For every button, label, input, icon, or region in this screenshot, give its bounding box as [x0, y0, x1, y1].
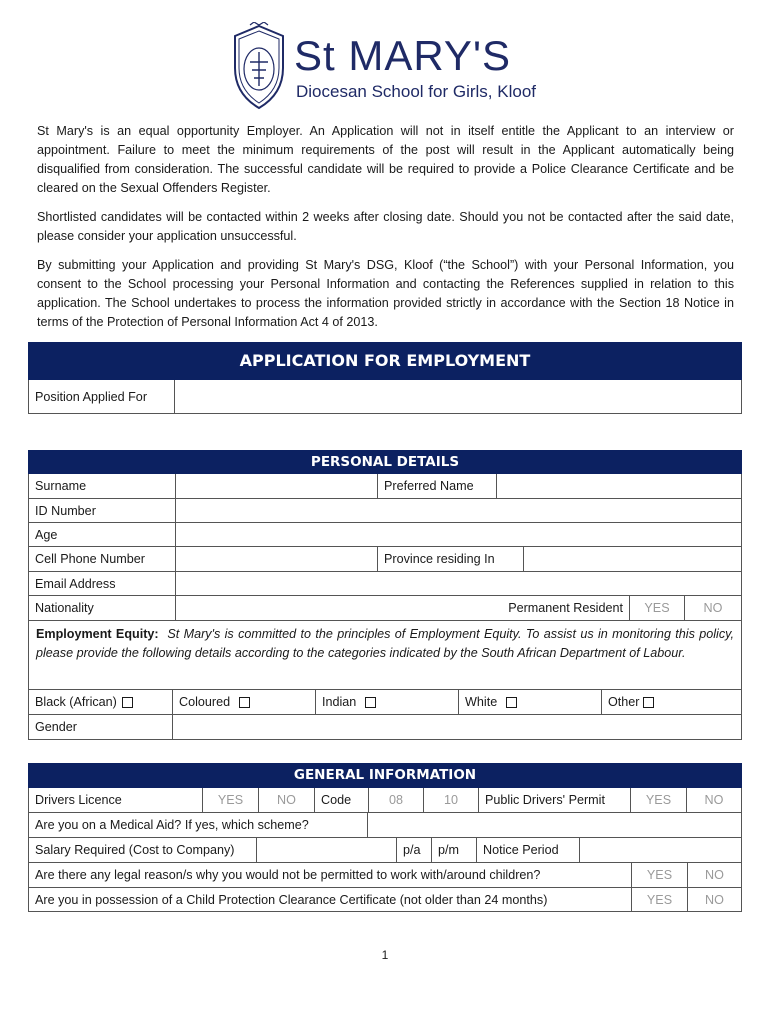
gender-input[interactable] [172, 715, 741, 739]
email-input[interactable] [175, 572, 741, 595]
legal-reasons-label: Are there any legal reason/s why you would not be permitted to work with/around children? [35, 868, 541, 882]
notice-period-label: Notice Period [476, 838, 579, 862]
salary-label: Salary Required (Cost to Company) [35, 843, 235, 857]
permanent-resident-no[interactable]: NO [684, 596, 741, 620]
race-option-other[interactable] [601, 690, 741, 714]
intro-paragraph-3: By submitting your Application and providing St Mary's DSG, Kloof (“the School”) with your Personal Information, you consent to the School processing your Personal Information and contacting the References supplied in relation to this application. The School undertakes to process the information provided strictly in accordance with the Section 18 Notice in terms of the Protection of Personal Information Act 4 of 2013. [37, 258, 734, 329]
age-label: Age [35, 527, 58, 542]
cell-phone-row [28, 547, 742, 572]
position-input[interactable] [174, 380, 741, 413]
cell-phone-input[interactable] [175, 547, 377, 571]
pdp-no[interactable]: NO [686, 788, 741, 812]
school-subtitle: Diocesan School for Girls, Kloof [296, 82, 536, 101]
gender-row [28, 715, 742, 740]
intro-paragraph-1: St Mary's is an equal opportunity Employer. An Application will not in itself entitle the Applicant to an interview or appointment. Failure to meet the minimum requirements of the post will result in the Applicant automatically being disqualified from consideration. The successful candidate will be required to provide a Police Clearance Certificate and be cleared on the Sexual Offenders Register. [37, 124, 734, 195]
salary-input[interactable] [256, 838, 396, 862]
application-header: APPLICATION FOR EMPLOYMENT [28, 342, 742, 380]
surname-input[interactable] [175, 474, 377, 498]
per-month-option[interactable]: p/m [431, 838, 476, 862]
id-number-row [28, 499, 742, 523]
notice-period-input[interactable] [579, 838, 741, 862]
race-option-indian[interactable] [315, 690, 458, 714]
drivers-licence-row [28, 788, 742, 813]
id-number-input[interactable] [175, 499, 741, 522]
email-label: Email Address [35, 576, 116, 591]
checkbox-icon[interactable] [506, 697, 517, 708]
personal-details-header: PERSONAL DETAILS [28, 450, 742, 474]
age-input[interactable] [175, 523, 741, 546]
legal-reasons-row [28, 863, 742, 888]
race-label-indian: Indian [322, 695, 357, 709]
race-option-white[interactable] [458, 690, 601, 714]
child-protection-row [28, 888, 742, 912]
medical-aid-input[interactable] [367, 813, 741, 837]
surname-row [28, 474, 742, 499]
drivers-licence-label: Drivers Licence [35, 793, 122, 807]
child-protection-yes[interactable]: YES [631, 888, 687, 911]
surname-label: Surname [35, 479, 87, 493]
page-number: 1 [381, 948, 389, 962]
medical-aid-label: Are you on a Medical Aid? If yes, which scheme? [35, 818, 309, 832]
drivers-licence-yes[interactable]: YES [202, 788, 258, 812]
code-label: Code [314, 788, 368, 812]
position-label: Position Applied For [35, 389, 148, 404]
race-label-coloured: Coloured [179, 695, 231, 709]
child-protection-label: Are you in possession of a Child Protection Clearance Certificate (not older than 24 months) [35, 892, 548, 907]
id-number-label: ID Number [35, 503, 96, 518]
salary-row [28, 838, 742, 863]
legal-reasons-yes[interactable]: YES [631, 863, 687, 887]
checkbox-icon[interactable] [365, 697, 376, 708]
employment-equity-note [28, 621, 742, 690]
province-label: Province residing In [377, 547, 523, 571]
race-row [28, 690, 742, 715]
checkbox-icon[interactable] [643, 697, 654, 708]
school-name: St MARY'S [294, 32, 511, 79]
medical-aid-row [28, 813, 742, 838]
race-label-black: Black (African) [35, 695, 117, 709]
public-drivers-permit-label: Public Drivers' Permit [478, 788, 630, 812]
race-label-other: Other [608, 695, 640, 709]
permanent-resident-yes[interactable]: YES [629, 596, 684, 620]
code-08[interactable]: 08 [368, 788, 423, 812]
per-annum-option[interactable]: p/a [396, 838, 431, 862]
race-label-white: White [465, 695, 498, 709]
race-option-coloured[interactable] [172, 690, 315, 714]
preferred-name-input[interactable] [496, 474, 741, 498]
legal-reasons-no[interactable]: NO [687, 863, 741, 887]
drivers-licence-no[interactable]: NO [258, 788, 314, 812]
email-row [28, 572, 742, 596]
nationality-row [28, 596, 742, 621]
cell-phone-label: Cell Phone Number [35, 552, 145, 566]
pdp-yes[interactable]: YES [630, 788, 686, 812]
employment-equity-text: St Mary's is committed to the principles of Employment Equity. To assist us in monitoring this policy, please provide the following details according to the categories indicated by the South African Department of Labour. [36, 627, 735, 660]
general-information-header: GENERAL INFORMATION [28, 763, 742, 788]
province-input[interactable] [523, 547, 741, 571]
school-crest-icon [228, 22, 290, 112]
intro-paragraph-2: Shortlisted candidates will be contacted within 2 weeks after closing date. Should you not be contacted after the said date, please consider your application unsuccessful. [37, 210, 734, 243]
nationality-label: Nationality [35, 601, 94, 615]
preferred-name-label: Preferred Name [377, 474, 496, 498]
checkbox-icon[interactable] [239, 697, 250, 708]
code-10[interactable]: 10 [423, 788, 478, 812]
child-protection-no[interactable]: NO [687, 888, 741, 911]
checkbox-icon[interactable] [122, 697, 133, 708]
gender-label: Gender [35, 720, 78, 734]
employment-equity-label: Employment Equity: [36, 627, 159, 641]
position-row [28, 380, 742, 414]
permanent-resident-label: Permanent Resident [175, 596, 629, 620]
school-logo [228, 22, 548, 112]
race-option-black[interactable] [29, 690, 172, 714]
age-row [28, 523, 742, 547]
